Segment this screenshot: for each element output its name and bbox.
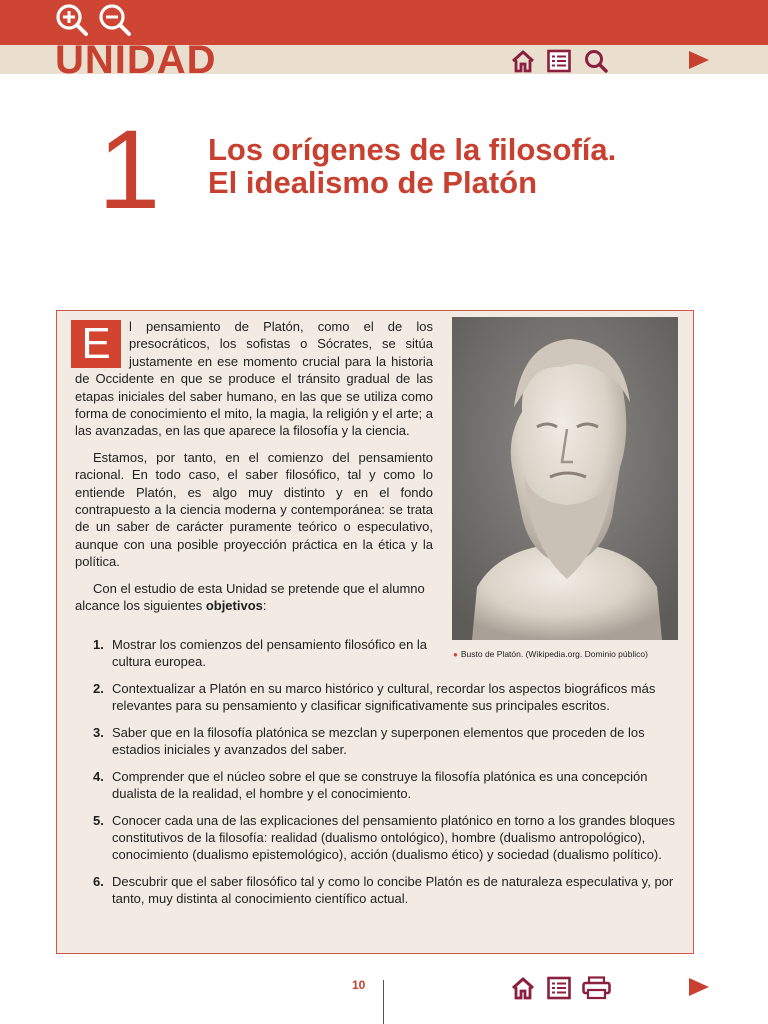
chapter-title-line-2: El idealismo de Platón <box>208 165 538 200</box>
unit-label: UNIDAD <box>55 38 217 82</box>
intro-paragraph-2: Estamos, por tanto, en el comienzo del pensamiento racional. En todo caso, el saber filosófico, tal y como lo entiende Platón, es algo muy distinto y en el fondo contrapuesto a la ciencia moderna y contemporánea: se trata de un saber de carácter puramente teórico o especulativo, aunque con una posible proyección práctica en la ética y la política. <box>75 449 433 570</box>
home-icon[interactable] <box>510 48 536 74</box>
image-caption: ● Busto de Platón. (Wikipedia.org. Dominio público) <box>453 649 648 659</box>
chapter-title <box>208 133 728 199</box>
chapter-title-line-1: Los orígenes de la filosofía. <box>208 132 617 167</box>
plato-bust-image <box>452 317 678 640</box>
objectives-list <box>75 636 675 917</box>
intro-paragraph-3: Con el estudio de esta Unidad se pretende que el alumno alcance los siguientes objetivos: <box>75 580 425 614</box>
index-list-icon[interactable] <box>546 975 572 1001</box>
print-icon[interactable] <box>582 976 611 1000</box>
intro-box <box>56 310 694 954</box>
bullet-icon: ● <box>453 650 458 659</box>
zoom-out-icon[interactable] <box>97 2 133 38</box>
intro-paragraph-1: E l pensamiento de Platón, como el de los presocráticos, los sofistas o Sócrates, se sitúa justamente en ese momento crucial para la historia de Occidente en que se produce el tránsito gradual de las etapas iniciales del saber humano, en las que se utiliza como forma de conocimiento el mito, la magia, la religión y el arte; a las avanzadas, en las que aparece la filosofía y la ciencia. <box>75 318 433 440</box>
index-list-icon[interactable] <box>546 48 572 74</box>
objective-item: 4. Comprender que el núcleo sobre el que se construye la filosofía platónica es una concepción dualista de la realidad, el hombre y el conocimiento. <box>93 769 648 801</box>
intro-text <box>75 318 433 624</box>
search-icon[interactable] <box>583 48 609 74</box>
objective-item: 3. Saber que en la filosofía platónica se mezclan y superponen elementos que proceden de los estadios iniciales y avanzados del saber. <box>93 725 645 757</box>
objective-item: 1. Mostrar los comienzos del pensamiento filosófico en la cultura europea. <box>93 637 428 669</box>
page-divider <box>383 980 384 1024</box>
objective-item: 5. Conocer cada una de las explicaciones del pensamiento platónico en torno a los grandes bloques constitutivos de la filosofía: realidad (dualismo ontológico), hombre (dualismo antropológico), conocimiento (dualismo epistemológico), acción (dualismo ético) y sociedad (dualismo político). <box>93 813 675 862</box>
home-icon[interactable] <box>510 975 536 1001</box>
zoom-in-icon[interactable] <box>54 2 90 38</box>
next-page-icon[interactable] <box>688 977 710 997</box>
next-page-icon[interactable] <box>688 50 710 70</box>
drop-cap: E <box>71 320 121 368</box>
objective-item: 6. Descubrir que el saber filosófico tal y como lo concibe Platón es de naturaleza especulativa y, por tanto, muy distinta al conocimiento científico actual. <box>93 874 674 906</box>
page-number: 10 <box>352 978 366 992</box>
objective-item: 2. Contextualizar a Platón en su marco histórico y cultural, recordar los aspectos biográficos más relevantes para su pensamiento y clasificar significativamente sus principales escritos. <box>93 681 656 713</box>
chapter-number: 1 <box>98 107 161 232</box>
